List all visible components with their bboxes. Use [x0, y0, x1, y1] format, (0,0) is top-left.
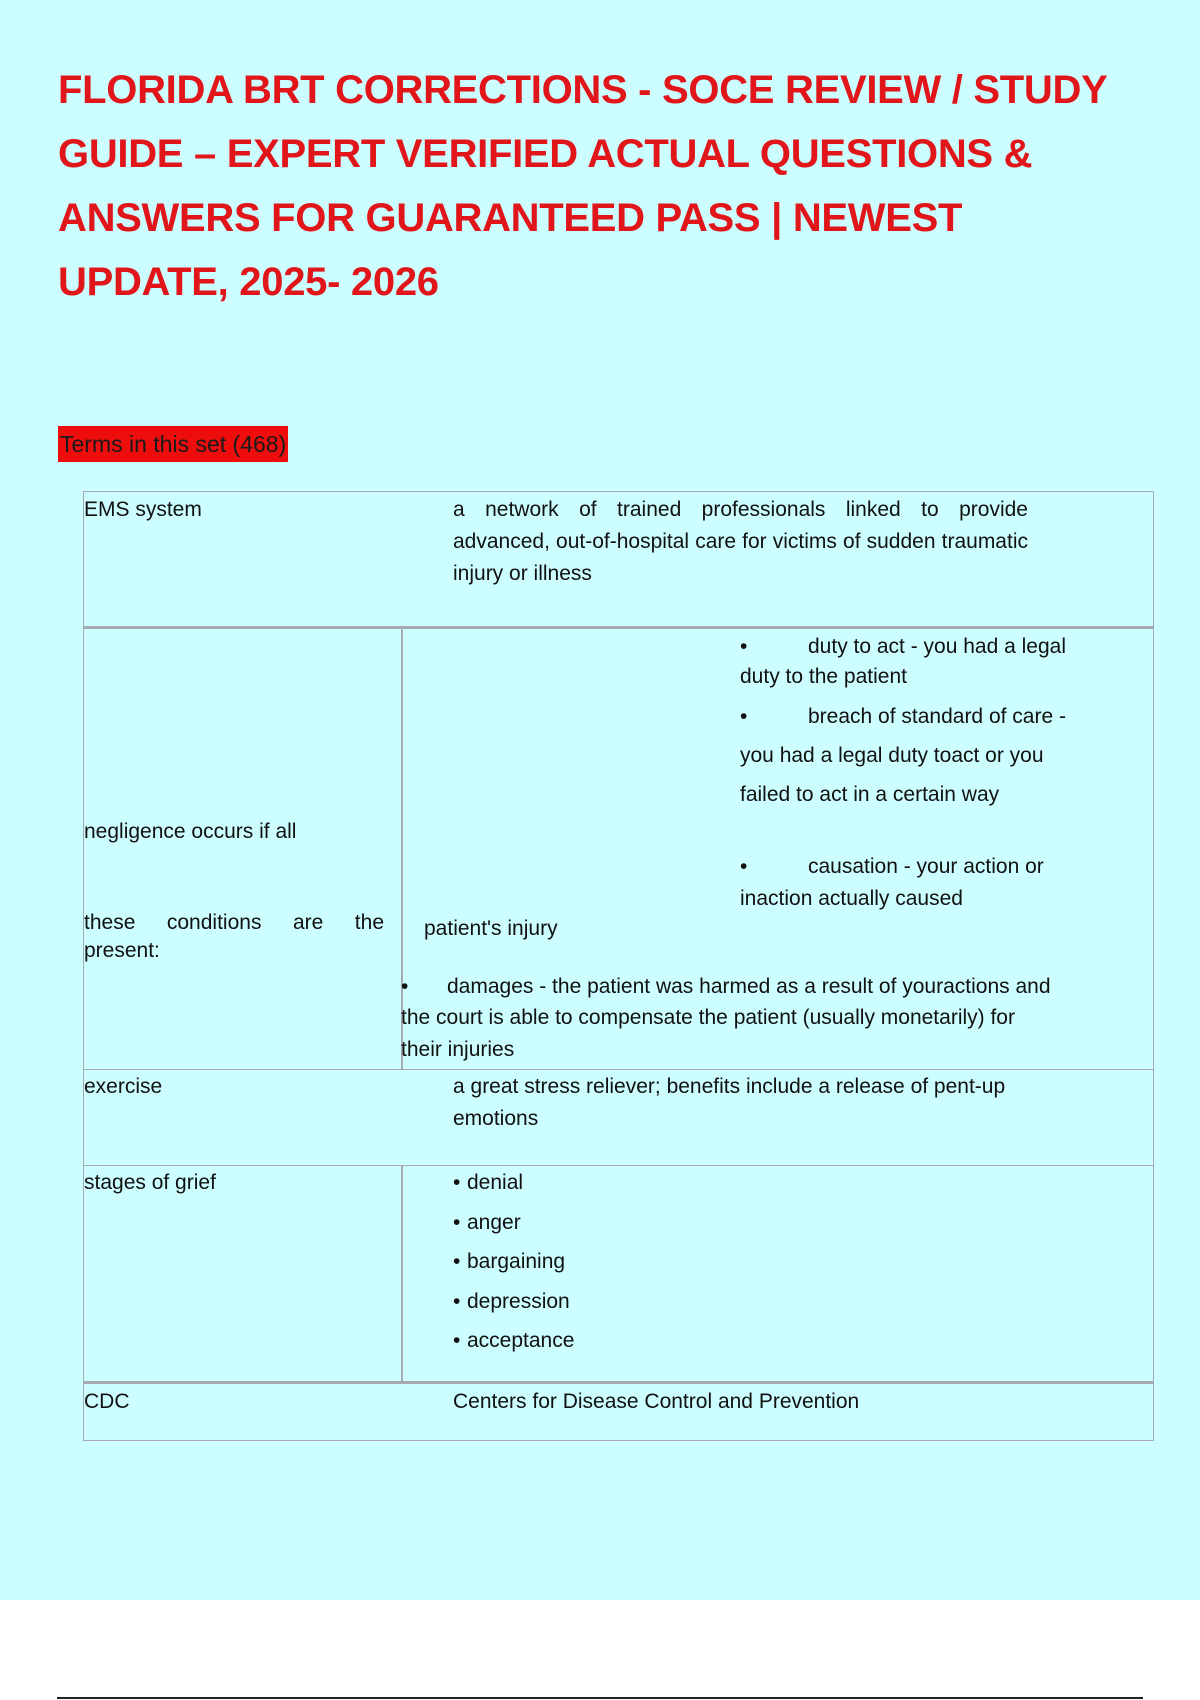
list-item-breach: • breach of standard of care - — [740, 701, 1066, 733]
bullet-icon: • — [740, 855, 748, 878]
list-item-breach-cont2: failed to act in a certain way — [740, 783, 1000, 806]
list-item-causation-cont1: inaction actually caused — [740, 887, 963, 910]
list-item-duty-to-act-cont: duty to the patient — [740, 665, 907, 688]
grief-stage-acceptance: • acceptance — [453, 1325, 1028, 1357]
list-item-damages-cont2: their injuries — [401, 1038, 515, 1061]
document-title: FLORIDA BRT CORRECTIONS - SOCE REVIEW / STUDY GUIDE – EXPERT VERIFIED ACTUAL QUESTIONS & ANSWERS FOR GUARANTEED PASS | NEWEST UPDATE, 2025- 2026 — [58, 68, 1107, 304]
bullet-icon: • — [453, 1290, 461, 1313]
list-item-damages: • damages - the patient was harmed as a result of youractions and — [401, 971, 1051, 1003]
list-item-duty-to-act: • duty to act - you had a legal — [740, 631, 1066, 663]
list-item-causation-cont2: patient's injury — [424, 917, 558, 940]
bullet-icon: • — [401, 975, 409, 998]
term-stages-of-grief: stages of grief — [84, 1171, 216, 1194]
bullet-icon: • — [453, 1329, 461, 1352]
bullet-icon: • — [740, 635, 748, 658]
term-exercise: exercise — [84, 1075, 163, 1098]
footer-divider — [57, 1697, 1143, 1699]
definition-cdc: Centers for Disease Control and Prevention — [453, 1390, 860, 1413]
term-negligence-line1: negligence occurs if all — [84, 820, 297, 843]
list-item-damages-cont1: the court is able to compensate the patient (usually monetarily) for — [401, 1006, 1015, 1029]
bullet-icon: • — [740, 705, 748, 728]
definition-ems-system: a network of trained professionals linked to provide advanced, out-of-hospital care for victims of sudden traumatic injury or illness — [453, 498, 1028, 585]
bullet-icon: • — [453, 1211, 461, 1234]
flashcard-table — [83, 491, 1154, 1441]
definition-exercise-line1: a great stress reliever; benefits include a release of pent-up — [453, 1075, 1006, 1098]
term-ems-system: EMS system — [84, 498, 202, 521]
bullet-icon: • — [453, 1250, 461, 1273]
table-row-ems — [84, 492, 1153, 626]
table-row-cdc — [84, 1381, 1153, 1439]
table-row-grief — [84, 1165, 1153, 1381]
column-divider — [401, 1166, 403, 1381]
term-negligence-line2: these conditions are the present: — [84, 911, 384, 962]
terms-count-label: Terms in this set (468) — [58, 426, 288, 462]
table-row-exercise — [84, 1069, 1153, 1165]
bullet-icon: • — [453, 1171, 461, 1194]
list-item-breach-cont1: you had a legal duty toact or you — [740, 744, 1044, 767]
grief-stage-denial: • denial — [453, 1167, 1028, 1199]
definition-exercise-line2: emotions — [453, 1107, 539, 1130]
list-item-causation: • causation - your action or — [740, 851, 1044, 883]
table-row-negligence — [84, 626, 1153, 1069]
grief-stage-anger: • anger — [453, 1207, 1028, 1239]
grief-stage-depression: • depression — [453, 1286, 1028, 1318]
term-cdc: CDC — [84, 1390, 130, 1413]
grief-stage-bargaining: • bargaining — [453, 1246, 1028, 1278]
